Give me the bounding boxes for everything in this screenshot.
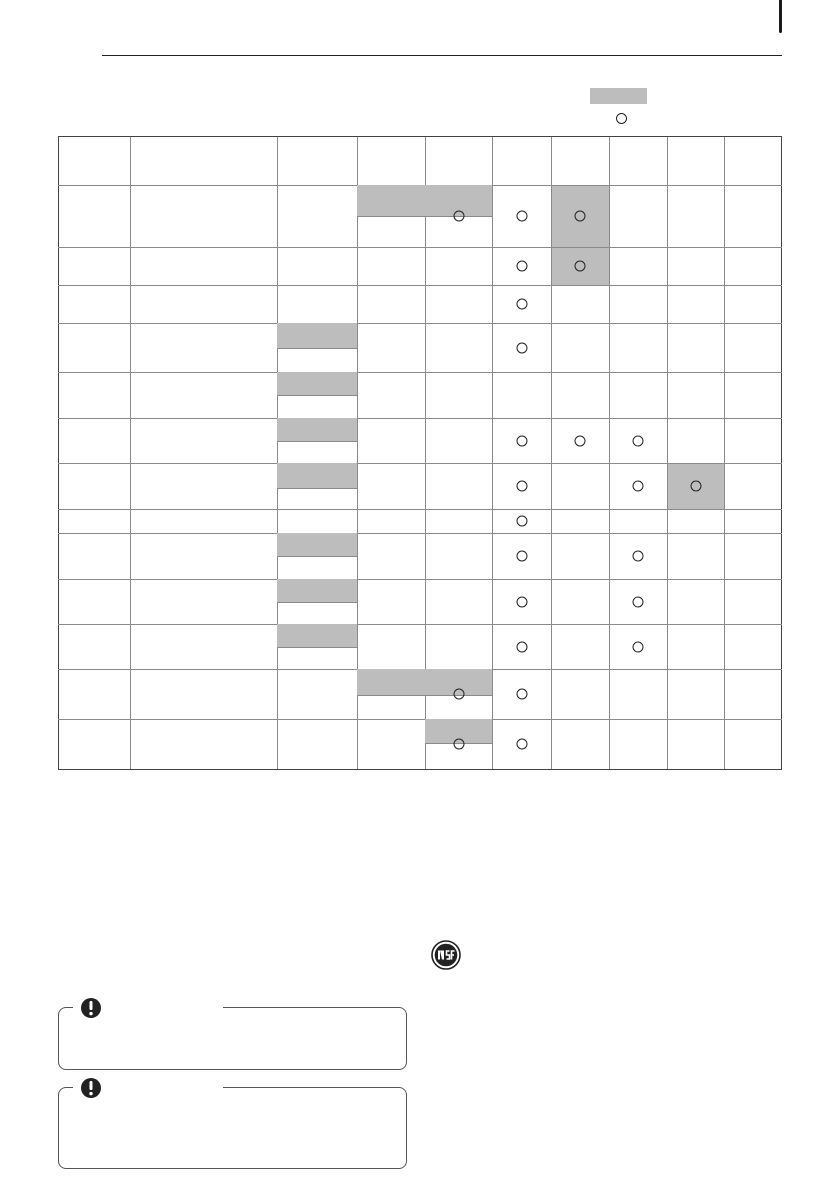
performance-table [58, 136, 782, 770]
column-divider [609, 137, 610, 769]
circle-mark [516, 641, 527, 652]
legend-circle-mark [616, 113, 627, 124]
column-divider [492, 137, 493, 769]
nsf-logo [431, 940, 461, 970]
shaded-cell [277, 418, 357, 441]
column-divider [130, 137, 131, 769]
circle-mark [690, 481, 701, 492]
circle-mark [575, 261, 586, 272]
circle-mark [516, 435, 527, 446]
circle-mark [516, 211, 527, 222]
table-right-border [781, 137, 782, 769]
cell-split-divider [277, 488, 357, 489]
row-divider [58, 418, 782, 419]
legend-shaded-swatch [590, 88, 647, 104]
column-divider [667, 137, 668, 769]
circle-mark [633, 551, 644, 562]
circle-mark [453, 211, 464, 222]
exclamation-icon [77, 994, 105, 1022]
row-divider [58, 719, 782, 720]
shaded-cell [277, 579, 357, 602]
note-box-2 [58, 1087, 407, 1169]
circle-mark [516, 689, 527, 700]
circle-mark [633, 481, 644, 492]
cell-split-divider [277, 556, 357, 557]
cell-split-divider [277, 395, 357, 396]
circle-mark [516, 739, 527, 750]
shaded-cell [277, 533, 357, 556]
row-divider [58, 323, 782, 324]
cell-split-divider [277, 441, 357, 442]
circle-mark [516, 342, 527, 353]
row-divider [58, 533, 782, 534]
shaded-cell [357, 669, 425, 695]
shaded-cell [277, 463, 357, 488]
circle-mark [575, 435, 586, 446]
page-edge-tab [779, 0, 782, 33]
cell-split-divider [357, 216, 425, 217]
cell-split-divider [357, 695, 425, 696]
row-divider [58, 509, 782, 510]
circle-mark [453, 689, 464, 700]
note-box-1 [58, 1007, 407, 1070]
circle-mark [633, 596, 644, 607]
shaded-cell [277, 372, 357, 395]
circle-mark [575, 211, 586, 222]
circle-mark [516, 299, 527, 310]
circle-mark [516, 481, 527, 492]
row-divider [58, 372, 782, 373]
circle-mark [516, 516, 527, 527]
shaded-cell [277, 323, 357, 348]
circle-mark [516, 261, 527, 272]
column-divider [724, 137, 725, 769]
row-divider [58, 579, 782, 580]
cell-split-divider [277, 348, 357, 349]
column-divider [277, 137, 278, 769]
row-divider [58, 247, 782, 248]
circle-mark [516, 596, 527, 607]
cell-split-divider [277, 602, 357, 603]
shaded-cell [277, 624, 357, 647]
circle-mark [633, 641, 644, 652]
circle-mark [453, 739, 464, 750]
row-divider [58, 285, 782, 286]
circle-mark [516, 551, 527, 562]
shaded-cell [357, 185, 425, 216]
table-left-border [58, 137, 59, 769]
circle-mark [633, 435, 644, 446]
exclamation-icon [77, 1074, 105, 1102]
header-rule [102, 55, 782, 56]
cell-split-divider [277, 647, 357, 648]
row-divider [58, 624, 782, 625]
